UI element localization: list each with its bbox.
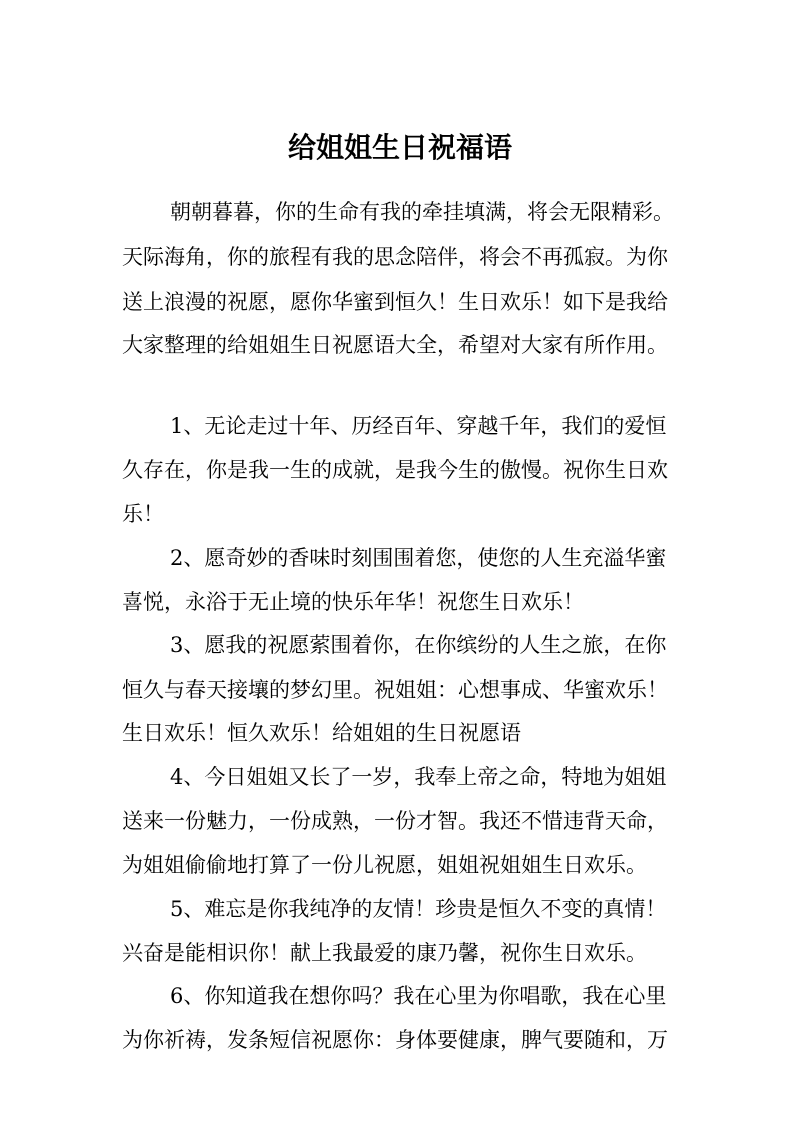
paragraph-line: 天际海角，你的旅程有我的思念陪伴，将会不再孤寂。为你 <box>122 245 668 269</box>
paragraph-line: 送来一份魅力，一份成熟，一份才智。我还不惜违背天命， <box>122 809 668 833</box>
paragraph-line: 5、难忘是你我纯净的友情！珍贵是恒久不变的真情！ <box>170 897 667 921</box>
paragraph-line: 为你祈祷，发条短信祝愿你：身体要健康，脾气要随和，万 <box>122 1028 668 1052</box>
paragraph-line: 恒久与春天接壤的梦幻里。祝姐姐：心想事成、华蜜欢乐！ <box>122 678 668 702</box>
paragraph-line: 3、愿我的祝愿萦围着你，在你缤纷的人生之旅，在你 <box>170 633 667 657</box>
paragraph-line: 4、今日姐姐又长了一岁，我奉上帝之命，特地为姐姐 <box>170 765 667 789</box>
paragraph-line: 兴奋是能相识你！献上我最爱的康乃馨，祝你生日欢乐。 <box>122 941 647 965</box>
paragraph-line: 为姐姐偷偷地打算了一份儿祝愿，姐姐祝姐姐生日欢乐。 <box>122 853 647 877</box>
paragraph-line: 生日欢乐！恒久欢乐！给姐姐的生日祝愿语 <box>122 721 521 745</box>
paragraph-line: 朝朝暮暮，你的生命有我的牵挂填满，将会无限精彩。 <box>170 200 674 224</box>
paragraph-line: 大家整理的给姐姐生日祝愿语大全，希望对大家有所作用。 <box>122 333 668 357</box>
page-title: 给姐姐生日祝福语 <box>287 131 512 164</box>
paragraph-line: 久存在，你是我一生的成就，是我今生的傲慢。祝你生日欢 <box>122 458 668 482</box>
paragraph-line: 喜悦，永浴于无止境的快乐年华！祝您生日欢乐！ <box>122 590 584 614</box>
paragraph-line: 2、愿奇妙的香味时刻围围着您，使您的人生充溢华蜜 <box>170 546 667 570</box>
paragraph-line: 1、无论走过十年、历经百年、穿越千年，我们的爱恒 <box>170 414 667 438</box>
paragraph-line: 送上浪漫的祝愿，愿你华蜜到恒久！生日欢乐！如下是我给 <box>122 290 668 314</box>
paragraph-line: 乐！ <box>122 502 164 526</box>
paragraph-line: 6、你知道我在想你吗？我在心里为你唱歌，我在心里 <box>170 984 667 1008</box>
